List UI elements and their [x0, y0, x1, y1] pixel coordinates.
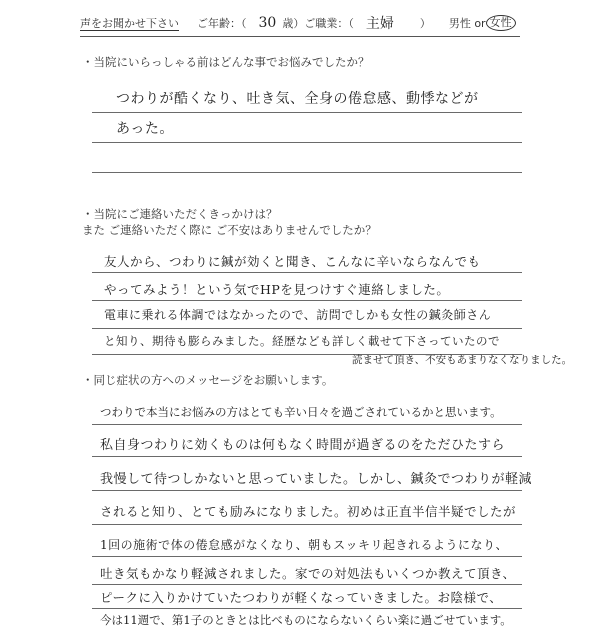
- ruled-line: [92, 112, 522, 113]
- ruled-line: [92, 328, 522, 329]
- age-label: ご年齢：（: [197, 17, 247, 30]
- answer-3-line: 吐き気もかなり軽減されました。家での対処法もいくつか教えて頂き、: [100, 566, 516, 581]
- ruled-line: [92, 524, 522, 525]
- question-2-line: また ご連絡いただく際に ご不安はありませんでしたか？: [82, 223, 377, 237]
- ruled-line: [92, 456, 522, 457]
- ruled-line: [92, 556, 522, 557]
- question-2: [82, 206, 377, 238]
- answer-1-line: つわりが酷くなり、吐き気、全身の倦怠感、動悸などが: [116, 91, 479, 107]
- ruled-line: [92, 584, 522, 585]
- answer-2-line: 電車に乗れる体調ではなかったので、訪問でしかも女性の鍼灸師さん: [104, 308, 492, 322]
- ruled-line: [92, 142, 522, 143]
- age-suffix: 歳）ご職業：（: [282, 17, 354, 30]
- answer-3-line: 今は11週で、第1子のときとは比べものにならないくらい楽に過ごせています。: [100, 613, 512, 627]
- answer-3-line: 私自身つわりに効くものは何もなく時間が過ぎるのをただひたすら: [100, 438, 506, 453]
- answer-3-line: つわりで本当にお悩みの方はとても辛い日々を過ごされているかと思います。: [100, 405, 502, 419]
- gender-prefix: 男性 or: [448, 17, 486, 30]
- answer-3-line: されると知り、とても励みになりました。初めは正直半信半疑でしたが: [100, 504, 517, 519]
- ruled-line: [92, 272, 522, 273]
- age-value: 30: [258, 15, 277, 31]
- gender-selected: 女性: [486, 15, 516, 31]
- answer-2-line: やってみよう！という気でHPを見つけすぐ連絡しました。: [104, 282, 450, 297]
- ruled-line: [92, 608, 522, 609]
- question-1: ・当院にいらっしゃる前はどんな事でお悩みでしたか？: [82, 55, 370, 69]
- ruled-line: [92, 300, 522, 301]
- answer-1-line: あった。: [116, 121, 174, 137]
- answer-3-line: 我慢して待つしかないと思っていました。しかし、鍼灸でつわりが軽減: [100, 472, 533, 487]
- form-title: 声をお聞かせ下さい: [80, 17, 179, 30]
- answer-2-line: 読ませて頂き、不安もあまりなくなりました。: [352, 354, 573, 366]
- ruled-line: [92, 424, 522, 425]
- question-2-line: ・当院にご連絡いただくきっかけは？: [82, 207, 278, 221]
- answer-3-line: 1回の施術で体の倦怠感がなくなり、朝もスッキリ起きれるようになり、: [100, 538, 509, 552]
- job-value: 主婦: [365, 16, 394, 32]
- ruled-line: [92, 172, 522, 173]
- header-underline: [80, 36, 520, 37]
- header: [80, 12, 560, 34]
- question-3: ・同じ症状の方へのメッセージをお願いします。: [82, 373, 334, 387]
- job-close: ）: [419, 17, 431, 30]
- answer-2-line: と知り、期待も膨らみました。経歴なども詳しく載せて下さっていたので: [104, 334, 500, 348]
- ruled-line: [92, 490, 522, 491]
- answer-3-line: ピークに入りかけていたつわりが軽くなっていきました。お陰様で、: [100, 590, 503, 605]
- answer-2-line: 友人から、つわりに鍼が効くと聞き、こんなに辛いならなんでも: [104, 254, 481, 269]
